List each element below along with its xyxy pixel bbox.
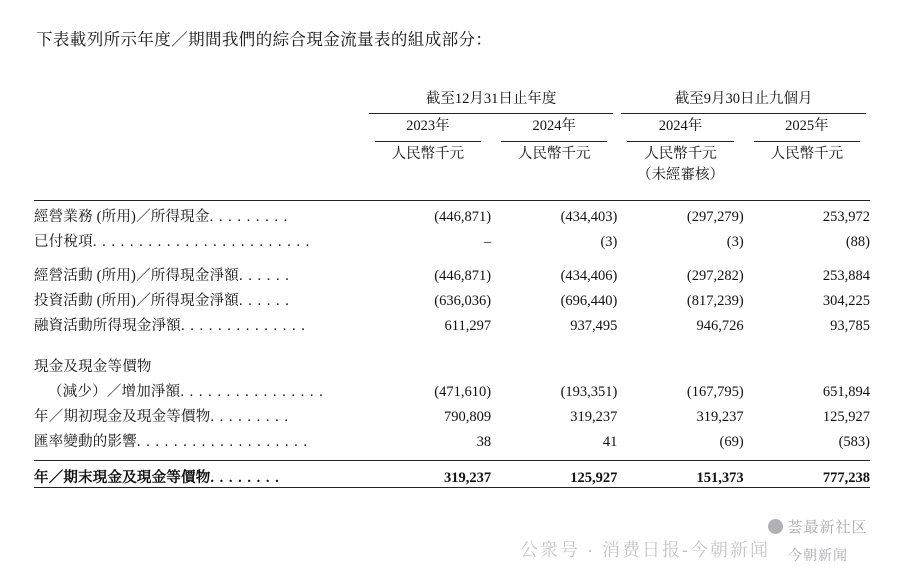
row-label: 已付稅項	[34, 233, 93, 250]
row-value: (3)	[726, 233, 744, 250]
row-value: 319,237	[696, 408, 744, 425]
row-value: 38	[476, 433, 492, 450]
row-spacer	[34, 251, 870, 260]
table-row	[34, 401, 870, 426]
row-label: 經營業務 (所用)／所得現金	[34, 208, 210, 225]
group-header-annual: 截至12月31日止年度	[365, 87, 618, 114]
row-label: 年／期初現金及現金等價物	[34, 408, 211, 425]
table-group-header-row	[34, 87, 870, 114]
watermark-badge-line1: 荟最新社区	[750, 516, 886, 537]
header-spacer	[34, 184, 870, 201]
row-value: 125,927	[822, 408, 870, 425]
cash-flow-table	[34, 87, 870, 488]
unit-header-4: 人民幣千元	[770, 145, 844, 162]
total-row-value: 151,373	[617, 460, 743, 487]
year-header-2025-nine-months: 2025年	[744, 114, 870, 142]
row-value: (193,351)	[560, 383, 618, 400]
row-value: 611,297	[444, 317, 492, 334]
row-value: (297,282)	[686, 267, 744, 284]
row-value: 946,726	[696, 317, 744, 334]
row-value: (471,610)	[434, 383, 492, 400]
row-value	[617, 351, 743, 376]
unit-header-2: 人民幣千元	[517, 145, 591, 162]
row-value: (434,406)	[560, 267, 618, 284]
row-dots: . . . . . . . . . . . . . . . . . . .	[136, 433, 309, 450]
row-label: 融資活動所得現金淨額	[34, 317, 181, 334]
table-row	[34, 376, 870, 401]
row-dots: . . . . . . . . . . . . . . . . . . . . . . . .	[92, 233, 311, 250]
watermark-badge-line2: 今朝新闻	[788, 547, 848, 563]
year-header-2024-annual: 2024年	[491, 114, 617, 142]
total-row-value: 319,237	[365, 460, 491, 487]
watermark-bottom-text: 公衆号 · 消费日报-今朝新闻	[520, 540, 770, 560]
total-row-value: 125,927	[491, 460, 617, 487]
row-value: (636,036)	[434, 292, 492, 309]
row-value: (817,239)	[686, 292, 744, 309]
row-value: (69)	[719, 433, 744, 450]
row-dots: . . . . . .	[238, 267, 290, 284]
row-value: (696,440)	[560, 292, 618, 309]
row-value: (88)	[845, 233, 870, 250]
table-row	[34, 310, 870, 335]
row-value: (583)	[838, 433, 870, 450]
row-dots: . . . . . . . . .	[209, 208, 289, 225]
row-value: 253,972	[744, 200, 870, 226]
row-value: 253,884	[822, 267, 870, 284]
row-value: (167,795)	[686, 383, 744, 400]
table-unit-note-row	[34, 163, 870, 184]
row-dots: . . . . . . . . .	[210, 408, 290, 425]
table-unit-header-row	[34, 142, 870, 163]
intro-paragraph: 下表載列所示年度／期間我們的綜合現金流量表的組成部分：	[36, 30, 493, 49]
unit-header-3: 人民幣千元	[644, 145, 717, 162]
year-header-2024-nine-months: 2024年	[617, 114, 743, 142]
row-value	[365, 351, 491, 376]
table-row	[34, 226, 870, 251]
row-dots: . . . . . .	[238, 292, 290, 309]
row-value: 304,225	[822, 292, 870, 309]
table-total-row	[34, 460, 870, 487]
watermark-logo-icon	[768, 519, 783, 534]
watermark-badge	[750, 516, 886, 574]
row-value: (297,279)	[617, 200, 743, 226]
row-dots: . . . . . . . . . . . . . .	[181, 317, 306, 334]
row-value	[491, 351, 617, 376]
row-spacer	[34, 335, 870, 351]
row-value: 790,809	[443, 408, 492, 425]
row-value: 937,495	[570, 317, 618, 334]
row-value: 319,237	[570, 408, 618, 425]
row-label: 匯率變動的影響	[34, 433, 137, 450]
unit-note-unaudited: （未經審核）	[637, 166, 725, 183]
total-row-value: 777,238	[744, 460, 870, 487]
row-label: 現金及現金等價物	[34, 358, 152, 375]
row-label: 經營活動 (所用)／所得現金淨額	[34, 267, 239, 284]
row-label: 投資活動 (所用)／所得現金淨額	[34, 292, 239, 309]
table-row	[34, 285, 870, 310]
total-row-label: 年／期末現金及現金等價物	[34, 469, 211, 486]
row-value: (446,871)	[365, 200, 491, 226]
row-spacer	[34, 451, 870, 461]
total-row-dots: . . . . . . . .	[210, 469, 280, 486]
row-value: –	[483, 233, 492, 250]
row-value: 93,785	[830, 317, 870, 334]
row-value: 41	[602, 433, 618, 450]
row-value: (446,871)	[434, 267, 492, 284]
row-dots: . . . . . . . . . . . . . . . .	[180, 383, 324, 400]
group-header-nine-months: 截至9月30日止九個月	[617, 87, 870, 114]
row-value: (3)	[600, 233, 618, 250]
row-value: 651,894	[822, 383, 870, 400]
row-value	[744, 351, 870, 376]
year-header-2023: 2023年	[365, 114, 491, 142]
table-year-header-row	[34, 114, 870, 142]
table-row	[34, 351, 870, 376]
unit-header-1: 人民幣千元	[391, 145, 465, 162]
row-value: (434,403)	[491, 200, 617, 226]
table-row	[34, 426, 870, 451]
table-row	[34, 260, 870, 285]
table-row	[34, 200, 870, 226]
row-label: （減少）／增加淨額	[48, 383, 181, 400]
